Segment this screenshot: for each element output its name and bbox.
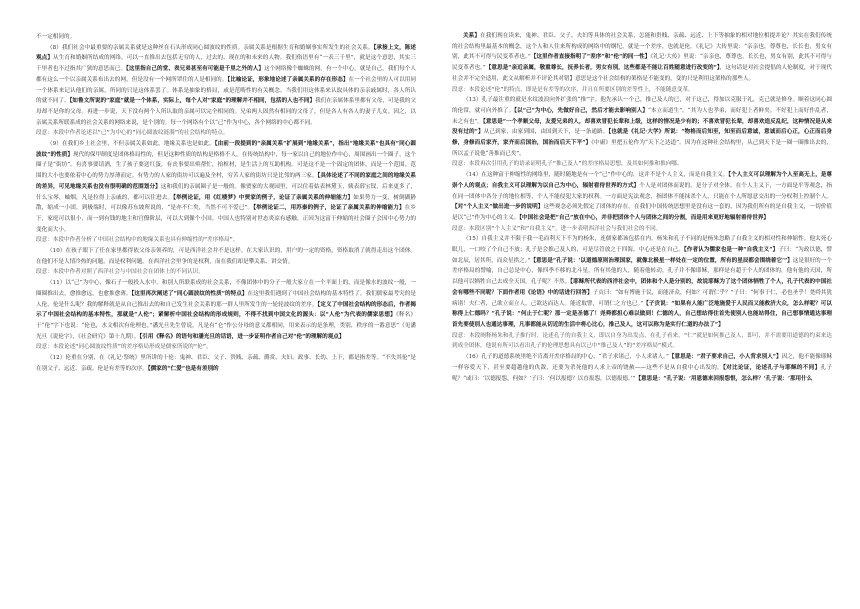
bold-annotation: 【个人主义可以理解为个人至高无上，是尊崇个人的观点；自我主义可以理解为以自己为中心，辐射看待世界的方式】 [452,172,833,189]
body-text: 在一个社会里的人可以用同一个体系来记认他们的亲属，所同的只是这体系罢了。体系是抽象的格局，或是范畴性的有关概念。当我们用这体系来认取具体的亲亲戚属时，各人所认的就不同了。 [36,76,416,105]
body-paragraph [452,234,832,330]
body-text: 孔子呢？“或曰：‘以德报怨，何如？’子曰：‘何以报德？以直报怨，以德报德。’” [452,364,832,382]
bold-annotation: 【儒家的“仁爱”也是有差别的 [147,365,219,372]
bold-annotation: 【意思是：“君子要求自己，小人背求别人”】 [668,354,782,361]
body-text: （13）孔子最注重的就是水纹波浪向外扩张的“推”字。他先承认一个己，推己及人的已，对于这己，得加以克服于礼，克己就是修身。顺着这同心圆的伦常，就可向外推了。 [452,97,832,114]
bold-annotation: 【举例论证二，用苏秦的例子，论证了亲属关系的伸缩能力】 [253,205,405,212]
summary-text: 段意：本段区别“个人主义”和“自我主义”，进一步表明西洋社会与我们社会的不同。 [452,225,662,232]
body-text: 不一定相同的。 [36,34,76,40]
bold-annotation: 【引用《释名》的语句和潘光旦的话语，进一步证明作者自己对“伦”的理解的观点】 [139,333,345,340]
body-text: 子曰：“为政以德，譬如北辰，居其所，而众星拱之。” [452,247,832,264]
paragraph-summary [36,235,416,246]
paragraph-summary [452,224,832,235]
bold-annotation: 【意思是“孔子说：‘以道德原则治理国家，就像北极星一样处在一定的位置，所有的星辰都会围绕着它’”】 [530,257,793,264]
bold-annotation: 【这里指自己的堂、表兄弟甚至有可能是千里之外的人】 [126,66,265,73]
body-text: 我们在亲属体系里都有父母，可是我的父母却不是你的父母。再进一步说，天下没有两个人所认取的亲属可以完全相同的。兄弟两人固然有相同的父母了，但是各人有各人的妻子儿女。因之，以亲属关系所联系成的社会关系的网络来说，是个别的。每一个网络有个以“己”作为中心，各个网络的中心都不同。 [36,98,416,126]
body-paragraph [452,352,832,384]
bold-annotation: 【由前一段提到的“亲属关系”扩展到“地缘关系”，指出“地缘关系”也具有“同心圆波纹”的性质】 [36,141,416,158]
body-text: 这是很好的一个差序格局的譬喻，自己总是中心，像四季不移的北斗星，所有其他的人，随着他转动。孔子并不像耶稣，那样是有超于个人的团体的，他有他的天国，所以他可以牺牲自己去成全天国。孔子呢？不然。 [452,257,832,286]
paragraph-summary [36,128,416,139]
paragraph-summary [452,85,832,96]
body-text: （11）以“己”为中心，像石子一般投入水中，和别人所联系成的社会关系，不像团体中的分子一般大家立在一个平面上的，而是像水的波纹一般，一圈圈推出去，愈推愈远，也愈推愈薄。 [36,280,416,297]
summary-text: 段意：本段中作者论述以“己”为中心的“同心圆波纹涟漪”的社会结构的特点。 [36,130,229,137]
body-text: （10）在孩子眼下了任在家里都得依父母亲领养的，可是西洋社会并不是这样。在大家认识的，用户的一定的资格，资格取消了就得走出这个团体。在他们不是人情冷热的问题，而是权利问题。在西洋社会里争的是权利，而在我们却是攀关系、讲交情。 [36,248,416,265]
paragraph-summary [36,342,416,353]
bold-annotation: 【承接上文，陈述观点】 [36,44,416,62]
bold-annotation: 【作者认为儒家也是一种“自我主义”】 [683,247,779,254]
body-text: （12）伦重在分别，在《礼记·祭统》里所讲的十伦：鬼神、君臣、父子、贵贱、亲疏、爵赏、夫妇、政事、长幼、上下，都是指差等。“不失其伦”是在别父子、远近、亲疏。伦是有差等的次序。 [36,355,416,372]
body-text: （8）我们社会中最重要的亲属关系就是这种丝在石头形成同心圆波纹的性质。亲属关系是根据生育和婚姻事实所发生的社会关系。 [47,44,374,51]
body-paragraph [36,43,416,129]
body-paragraph [36,32,416,43]
body-text: 《礼记·大传》里说：“亲亲也，尊尊也，长长也，男女有别，此其不可得与民变革者也。” [452,54,833,72]
body-text: （9）在我们乡土社会里，不但亲属关系如此，地缘关系也是如此。 [47,141,215,148]
left-column [36,32,416,375]
body-paragraph [452,170,832,224]
bold-annotation: 【中国社会是把“自己”放在中心，并非把团体个人与团体之间的分割，而是用来更好地辐射着待世界】 [519,214,770,221]
body-paragraph [452,95,832,159]
summary-text: 段意：本段阐释杨朱和孔子推行时，论述孔子的自我主义，即以自身为出发点，在孔子看来，“仁”就是如何推己及人，即可，并不需要用道德的约束来达到成全团体，他说有所可以看出孔子的伦理思想具有以己中“推己及人”的“差序格局”模式。 [452,332,832,350]
body-text: 从生育和婚姻所结成的网络，可以一直推出去包括无穷的人，过去的、现在的和未来的人物。我们俗语里有“一表三千里”，就是这个意思，其实三千里者也不过指其广狭的意思而已。 [36,55,416,73]
bold-annotation: 【具体论述了不同的家庭之间的地缘关系的差异，可见地缘关系也没有很明确的范围划分】 [36,173,416,190]
body-paragraph [36,278,416,342]
bold-annotation: 【这里作者直接指明了“差序”和“伦”的同一性】 [530,54,651,61]
bold-annotation: 【也就是《礼记·大学》所说：“物格而后知至，知至而后意诚，意诚而后心正，心正而后身修，身修而后家齐，家齐而后国治，国治而后天下平”】 [452,129,832,147]
body-text: （14）在这种富于伸缩性的网络里，随时随地是有一个“己”作中心的，这并不是个人主义，而是自我主义。 [463,172,729,179]
summary-text: 段意：本段论述“同心圆波纹性质”的差序格局形成是儒家所说的“伦”。 [36,344,212,351]
body-text: ，这句话是对社会提倡的人伦制度，对于现代社会并不完全适用，此文从解析并不评论其对错】意思是这个社会结构的架格是不能变的，变的只是利用这架格的那些人。 [452,65,832,82]
body-text: 子贡曰：“如有博施于民，而能济众，何如？可谓仁乎？”子曰：“何事于仁，必也圣乎！尧舜其犹病诸！夫仁者，己欲立而立人，己欲达而达人。能近取譬，可谓仁之方也已。” [452,289,832,307]
summary-text: 段意：本段再次引用孔子的语录证明孔子“推己及人”的差序格局思想，及其如何推和推向哪。 [452,161,683,168]
body-text: （15）自我主义并不限于我一毛而利天下不为的杨朱，连儒家都该包括在内。杨朱和孔子不同的是杨朱忽略了自我主义的相对性和伸缩性。他太死心眼儿，一口咬了个自己不放；孔子是会推己及人的，可是尽管放之于四海，中心还是在自己。 [452,236,832,254]
bold-annotation: 【如鲁文所说的“家庭”就是一个体系，实际上，每个人对“家庭”的理解并不相同，包括的人也不同】 [69,98,316,105]
summary-text: 段意：本段中作者对照了西洋社会与中国社会在团体上的不同认识。 [36,269,204,276]
body-paragraph [36,139,416,235]
bold-annotation: 【这里再次阐述了“同心圆波纹的性质”的特点】 [131,290,248,297]
body-paragraph [36,353,416,374]
bold-annotation: 【对“个人主义”做出进一步的说明】 [452,204,544,211]
right-column [452,31,832,384]
paragraph-summary [36,267,416,278]
bold-annotation: 【意思是“亲近亲属，敬重尊长，抚养长者，男女有别，这些都是不能让百姓随意进行改变的”】 [485,65,720,72]
body-paragraph [452,31,832,85]
bold-annotation: 关系】 [463,33,481,39]
body-text: 个人是对团体而说的，是分子对全体。在个人主义下，一方面是平等观念，指在同一团体中各分子的地位相等，个人不能侵犯大家的权利。一方面是宪法观念，指团体不能抹杀个人，只能在个人所愿意交出的一分权利上控制个人。 [452,182,832,200]
body-text: 《中庸》里把五伦作为“天下之达道”。因为在这种社会结构里，从己到天下是一圈一圈推出去的，所以孟子说他“善推而已矣”。 [452,140,833,157]
bold-annotation: 【意思是“一个孝顺父母，友爱兄弟的人，却喜欢冒犯长辈和上级，这样的情况是少有的；不喜欢冒犯长辈，却喜欢造反乱纪，这种情况是从来没有过的”】 [452,118,832,136]
bold-annotation: 【耶稣所代表的西洋社会中，团体和个人是分别的，故说耶稣为了这个团体牺牲了个人，孔子代表的中国社会有哪些不同呢？下面作者用《论语》中的话进行回答】 [452,279,832,296]
bold-annotation: 【定义了中国社会结构的形态后，作者揭示了中国社会结构的基本特性，那就是“人伦”；紧解析中国社会结构的形成规则，不得不找到中国文化的源头：以“人伦”为代表的儒家思想】 [36,301,416,319]
paragraph-summary [452,331,832,352]
body-text: 《释名》于“伦”字下也说：“伦也，水文相次有伦理也。”潘光旦先生曾说，凡是有“仑”作公分母的意义都相同，用来表示的是条理，类别，秩序的一番意思”（见潘光旦《说伦字》，《社会研究》第十九期）。 [36,312,417,340]
body-text: 如果势力一变，树倒猢狲散，缩成一小团。到极端时，可以像苏东坡所说的，“是亦不仁矣，当然不可不爱已”。 [36,194,416,212]
body-text: 这些观念必须先假定了团体的存在。在我们中国传统思想里是没有这一套的，因为我们所有的是自我主义，一切价值是以“己”作为中心的主义。 [452,204,832,221]
summary-text: 段意：本段论述“伦”的特点，即是是有差等的次序，并且在所要区别的差等性上，不能随意变革。 [452,86,694,93]
body-text: 在我们现在读来，鬼神、君臣、父子、夫妇等具体的社会关系，怎能和贵贱、亲疏、远近、上下等抽象的相对地位相提并论？其实在我们传统的社会结构里最基本的概念，这个人和人往来所构成的网络中的纲纪，就是一个差序，也就是伦。《礼记》大传里说：“亲亲也，尊尊也，长长也，男女有别，此其不可得与民变革者也。” [452,33,832,61]
body-text: 这个网络像个蜘蛛的网，有一个中心，就是自己。我们每个人都有这么一个以亲属关系布出去的网，但是没有一个网所罩住的人是相同的。 [36,66,416,83]
body-text: （16）孔子的道德系统里绝不肯离开差序格局的中心，“君子求诸己，小人求诸人。” [463,354,669,361]
body-text: 因之，他不能像耶稣一样容爱天下，甚至要超越他的仇敌，还要为杀死他的人求上帝的饶赦——这些不是从自我中心出发的。 [452,354,832,371]
body-text: 在这里我们遇到了中国社会结构的基本特性了。我们儒家最考究的是人伦，伦是什么呢？我的解释就是从自己推出去的和自己发生社会关系的那一群人里所发生的一轮轮波纹的差序。 [36,290,416,308]
body-text: 在乡下，家庭可以很小，而一到有钱的地主和官僚阶层，可以大到像个小国。中国人也特别对世态炎凉有感触，正因为这富于伸缩的社会圈子会因中心势力的变化而大小。 [36,205,416,233]
body-paragraph [36,246,416,267]
body-text: 从己到家，由家到国，由国到天下，是一条通路。 [483,129,609,136]
bold-annotation: 【举例论证，用《红楼梦》中贾家的例子，论证了亲属关系的伸缩能力】 [173,194,354,201]
bold-annotation: 【以“己”为中心，先做好自己，然后才能去影响别人】 [514,107,649,114]
bold-annotation: 【子贡说：“如果有人能广泛地施爱于人民而又能救济大众，怎么样呢？可以称得上仁德吗？”孔子说：“何止于仁呢？那一定是圣德了！尧舜都担心难以做到！仁德的人，自己想站得住首先使别人也能站得住，自己想事情通达事理首先要使别人也通达事理，凡事都能从切近的生活中将心比心，推己及人，这可以称为是实行仁道的办法了”】 [452,300,832,328]
paragraph-summary [452,159,832,170]
body-text: “本立而道生”。“其为人也孝弟，而好犯上者鲜矣。不好犯上而好作乱者，未之有也”。 [452,107,832,125]
bold-annotation: 【意思是：“孔子说：‘用恩德来回报怨恨，怎么样？’孔子说：‘那用什么 [635,375,813,382]
summary-text: 段意：本段中作者分析了中国社会结构中的地缘关系也具有伸缩性的“差序格局”。 [36,237,239,244]
bold-annotation: 【比喻论证，形象地论述了亲属关系的存在形态】 [227,76,349,83]
body-text: 这和我们的亲属圈子是一般的。像贾家的大观园里，可以住着姑表林黛玉，姨表薛宝钗，后来更多了，什么宝琴，岫烟，凡是拉得上亲戚的，都可以住进去。 [36,183,416,201]
body-text: 现代的保甲制度是团体格局性的，但是这种性质的结构是格格不人，在传统结构中，每一家以自己的地位作中心，周围画出一个圈子，这个圈子是“街坊”。有喜事要请酒，生了孩子要送红蛋，有丧事要出殡帮忙，抬棺材，是生活上的互助机构。可是这不是一个固定的团体，而是一个范围。范围的大小也要依着中心的势力厚薄而定。有势力的人家的街坊可以遍及全村，穷苦人家的街坊只是比邻的两三家。 [36,151,416,180]
bold-annotation: 【对比论证，论述孔子与耶稣的不同】 [723,364,821,371]
